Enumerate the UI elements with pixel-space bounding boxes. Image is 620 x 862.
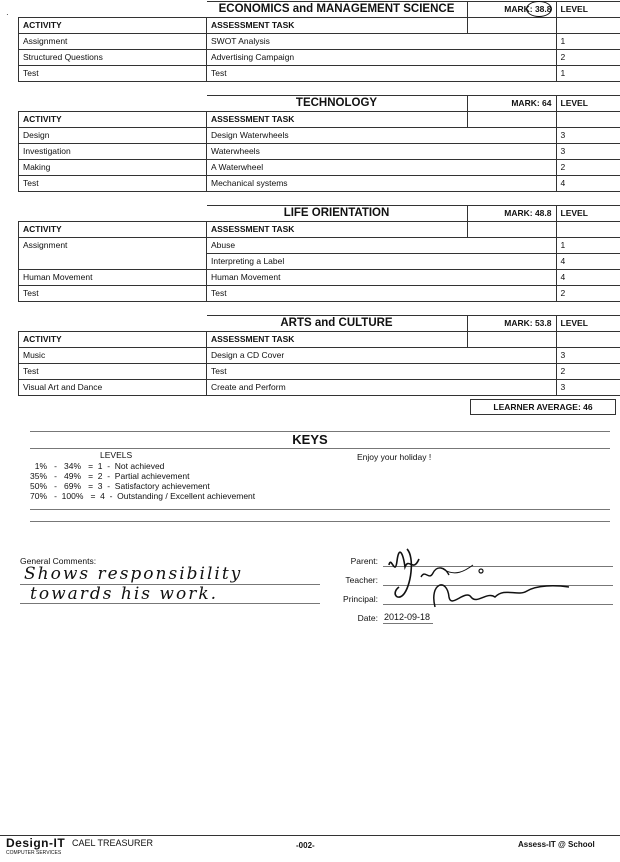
- section-technology: [18, 95, 616, 192]
- activity-cell: Assignment: [19, 238, 207, 254]
- section-title: ECONOMICS and MANAGEMENT SCIENCE: [207, 2, 468, 18]
- footer-page-number: -002-: [296, 841, 315, 850]
- activity-cell: Making: [19, 160, 207, 176]
- table-row: [19, 128, 620, 144]
- section-mark: MARK: 38.8: [467, 2, 556, 18]
- task-cell: Create and Perform: [207, 380, 557, 396]
- comments-label: General Comments:: [20, 556, 97, 566]
- principal-label: Principal:: [343, 594, 378, 604]
- task-header: ASSESSMENT TASK: [207, 222, 468, 238]
- mark-circle-annotation: [526, 1, 552, 17]
- level-header: LEVEL: [556, 2, 620, 18]
- keys-title: KEYS: [292, 432, 328, 447]
- blank-cell: [19, 2, 207, 18]
- activity-cell: [19, 254, 207, 270]
- task-cell: Test: [207, 286, 557, 302]
- corner-mark: ·: [6, 10, 9, 19]
- level-cell: 1: [556, 238, 620, 254]
- section-title: TECHNOLOGY: [207, 96, 468, 112]
- activity-header: ACTIVITY: [19, 332, 207, 348]
- table-row: [19, 238, 620, 254]
- activity-cell: Visual Art and Dance: [19, 380, 207, 396]
- activity-cell: Design: [19, 128, 207, 144]
- level-cell: 1: [556, 34, 620, 50]
- activity-header: ACTIVITY: [19, 222, 207, 238]
- level-cell: 3: [556, 348, 620, 364]
- table-row: [19, 286, 620, 302]
- activity-cell: Test: [19, 66, 207, 82]
- task-cell: Test: [207, 364, 557, 380]
- level-cell: 3: [556, 380, 620, 396]
- level-cell: 4: [556, 254, 620, 270]
- level-cell: 3: [556, 144, 620, 160]
- footer-brand: Assess-IT @ School: [518, 840, 595, 849]
- date-label: Date:: [357, 613, 378, 623]
- level-cell: 4: [556, 176, 620, 192]
- footer-logo-sub: COMPUTER SERVICES: [6, 850, 62, 856]
- learner-average: LEARNER AVERAGE: 46: [470, 399, 616, 415]
- table-row: [19, 380, 620, 396]
- signature-scribble: [385, 547, 575, 627]
- table-row: [19, 160, 620, 176]
- footer-logo: Design-IT: [6, 836, 66, 850]
- section-arts-culture: [18, 315, 616, 396]
- level-cell: 2: [556, 364, 620, 380]
- divider: [30, 521, 610, 522]
- levels-list: [30, 461, 255, 501]
- blank-cell: [19, 206, 207, 222]
- task-header: ASSESSMENT TASK: [207, 18, 468, 34]
- task-header: ASSESSMENT TASK: [207, 112, 468, 128]
- task-cell: Design a CD Cover: [207, 348, 557, 364]
- activity-cell: Structured Questions: [19, 50, 207, 66]
- table-row: [19, 34, 620, 50]
- task-cell: SWOT Analysis: [207, 34, 557, 50]
- parent-label: Parent:: [350, 556, 378, 566]
- holiday-message: Enjoy your holiday !: [357, 452, 432, 462]
- table-row: [19, 50, 620, 66]
- level-key: 35% - 49% = 2 - Partial achievement: [30, 471, 190, 481]
- level-cell: 1: [556, 66, 620, 82]
- section-mark: MARK: 64: [467, 96, 556, 112]
- activity-cell: Test: [19, 364, 207, 380]
- level-cell: 2: [556, 286, 620, 302]
- blank-cell: [19, 96, 207, 112]
- task-cell: Waterwheels: [207, 144, 557, 160]
- level-cell: 2: [556, 160, 620, 176]
- table-row: [19, 254, 620, 270]
- divider: [30, 448, 610, 449]
- table-row: [19, 348, 620, 364]
- blank-cell: [19, 316, 207, 332]
- level-key: 1% - 34% = 1 - Not achieved: [30, 461, 165, 471]
- level-cell: 2: [556, 50, 620, 66]
- table-row: [19, 364, 620, 380]
- footer-learner-name: CAEL TREASURER: [72, 838, 154, 848]
- section-mark: MARK: 48.8: [467, 206, 556, 222]
- level-key: 70% - 100% = 4 - Outstanding / Excellent achievement: [30, 491, 256, 501]
- task-cell: Test: [207, 66, 557, 82]
- task-cell: Design Waterwheels: [207, 128, 557, 144]
- date-value: 2012-09-18: [384, 612, 431, 622]
- table-row: [19, 176, 620, 192]
- activity-header: ACTIVITY: [19, 18, 207, 34]
- task-cell: Advertising Campaign: [207, 50, 557, 66]
- task-cell: Abuse: [207, 238, 557, 254]
- level-key: 50% - 69% = 3 - Satisfactory achievement: [30, 481, 210, 491]
- levels-heading: LEVELS: [100, 450, 133, 460]
- task-header: ASSESSMENT TASK: [207, 332, 468, 348]
- task-cell: A Waterwheel: [207, 160, 557, 176]
- section-economics: [18, 1, 616, 82]
- task-cell: Human Movement: [207, 270, 557, 286]
- activity-header: ACTIVITY: [19, 112, 207, 128]
- footer-divider: [0, 835, 620, 836]
- level-cell: 4: [556, 270, 620, 286]
- divider: [30, 509, 610, 510]
- table-row: [19, 66, 620, 82]
- activity-cell: Assignment: [19, 34, 207, 50]
- activity-cell: Music: [19, 348, 207, 364]
- activity-cell: Human Movement: [19, 270, 207, 286]
- level-header: LEVEL: [556, 316, 620, 332]
- task-cell: Interpreting a Label: [207, 254, 557, 270]
- level-cell: 3: [556, 128, 620, 144]
- section-title: LIFE ORIENTATION: [207, 206, 468, 222]
- handwritten-comment-line1: Shows responsibility: [24, 564, 243, 584]
- section-mark: MARK: 53.8: [467, 316, 556, 332]
- activity-cell: Investigation: [19, 144, 207, 160]
- section-life-orientation: [18, 205, 616, 302]
- section-title: ARTS and CULTURE: [207, 316, 468, 332]
- handwritten-comment-line2: towards his work.: [30, 584, 219, 604]
- table-row: [19, 144, 620, 160]
- divider: [20, 603, 320, 604]
- level-header: LEVEL: [556, 206, 620, 222]
- table-row: [19, 270, 620, 286]
- level-header: LEVEL: [556, 96, 620, 112]
- activity-cell: Test: [19, 176, 207, 192]
- task-cell: Mechanical systems: [207, 176, 557, 192]
- teacher-label: Teacher:: [345, 575, 378, 585]
- activity-cell: Test: [19, 286, 207, 302]
